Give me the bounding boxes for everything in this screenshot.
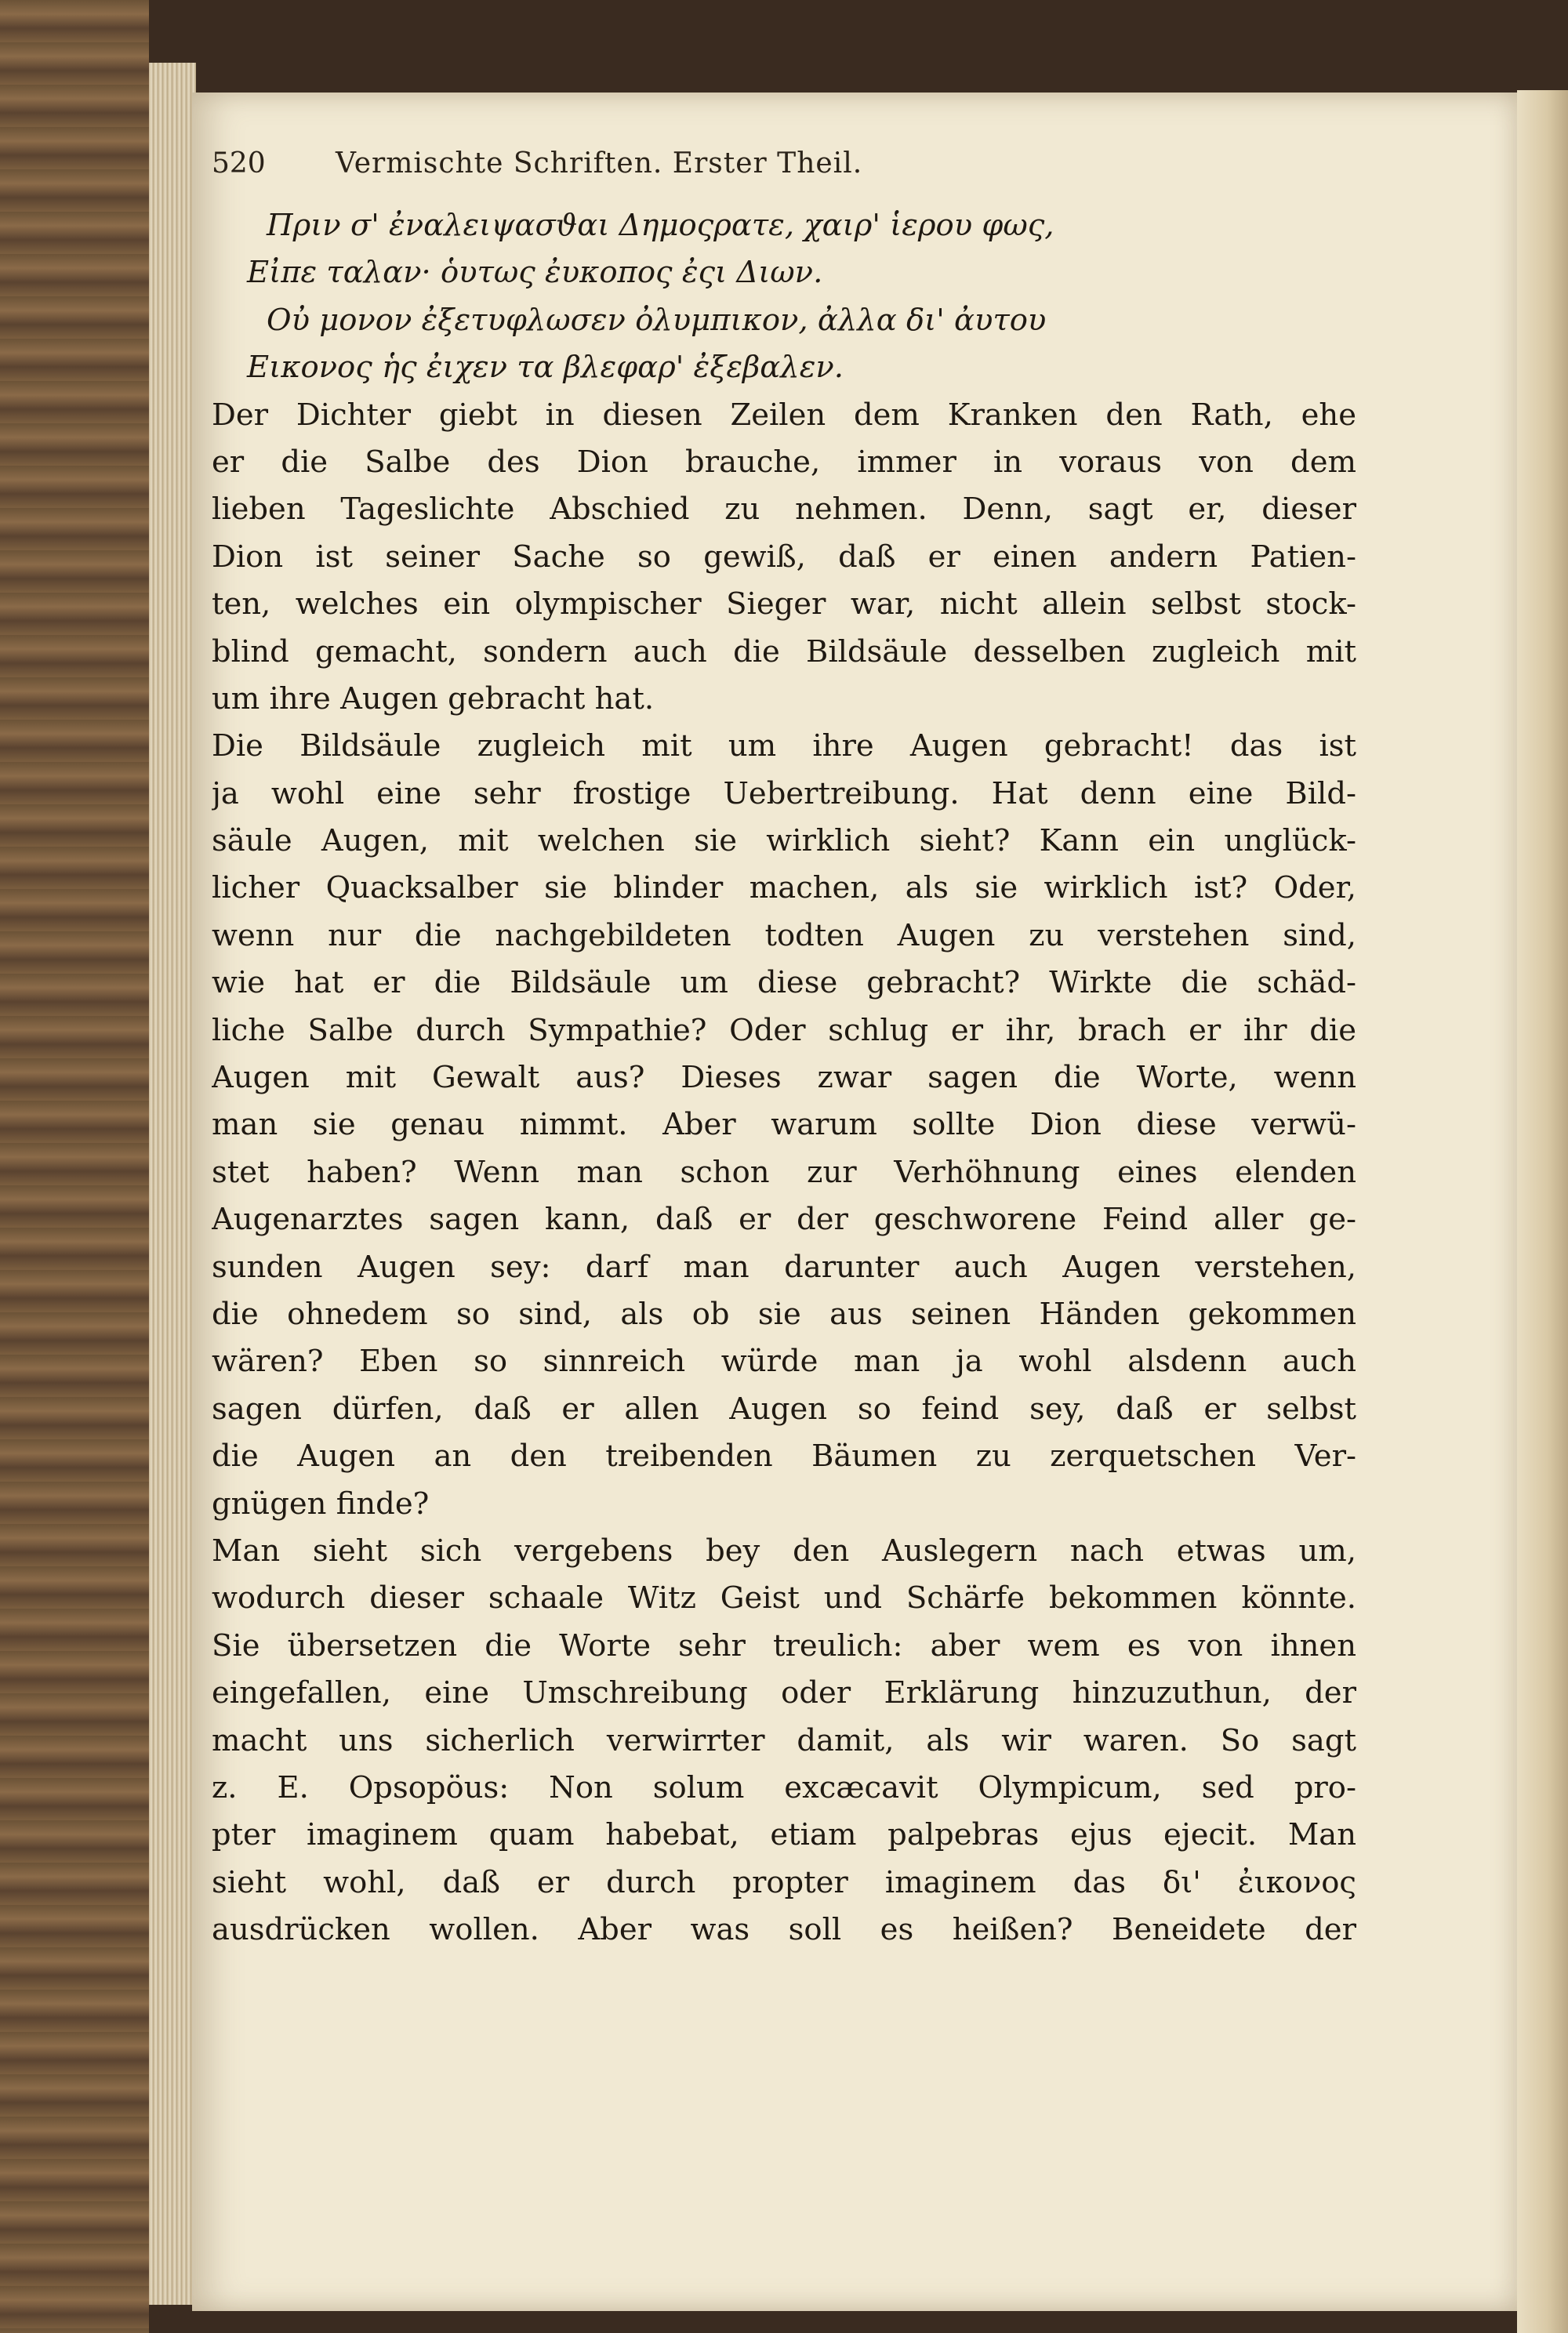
running-header (212, 147, 1356, 194)
text-line: ausdrücken wollen. Aber was soll es heißen? Beneidete der (212, 1912, 1356, 1948)
body-text (212, 202, 1356, 1954)
text-line: Sie übersetzen die Worte sehr treulich: aber wem es von ihnen (212, 1627, 1356, 1664)
text-line: Οὐ μονον ἐξετυφλωσεν ὀλυμπικον, ἀλλα δι' ἀυτου (267, 302, 1047, 338)
text-line: z. E. Opsopöus: Non solum excæcavit Olympicum, sed pro- (212, 1769, 1356, 1805)
book-cover-edge (0, 0, 149, 2333)
text-line: wie hat er die Bildsäule um diese gebracht? Wirkte die schäd- (212, 965, 1356, 1001)
text-line: man sie genau nimmt. Aber warum sollte Dion diese verwü- (212, 1107, 1356, 1143)
text-line: stet haben? Wenn man schon zur Verhöhnung eines elenden (212, 1154, 1356, 1190)
page-number: 520 (212, 147, 266, 180)
text-line: wodurch dieser schaale Witz Geist und Schärfe bekommen könnte. (212, 1580, 1356, 1616)
text-line: säule Augen, mit welchen sie wirklich sieht? Kann ein unglück- (212, 823, 1356, 859)
text-line: die ohnedem so sind, als ob sie aus seinen Händen gekommen (212, 1296, 1356, 1332)
text-line: Augen mit Gewalt aus? Dieses zwar sagen die Worte, wenn (212, 1060, 1356, 1096)
text-line: licher Quacksalber sie blinder machen, als sie wirklich ist? Oder, (212, 870, 1356, 906)
text-line: wären? Eben so sinnreich würde man ja wohl alsdenn auch (212, 1344, 1356, 1380)
text-line: eingefallen, eine Umschreibung oder Erklärung hinzuzuthun, der (212, 1675, 1356, 1711)
text-line: liche Salbe durch Sympathie? Oder schlug er ihr, brach er ihr die (212, 1012, 1356, 1048)
text-line: macht uns sicherlich verwirrter damit, als wir waren. So sagt (212, 1722, 1356, 1758)
text-line: Dion ist seiner Sache so gewiß, daß er einen andern Patien- (212, 539, 1356, 575)
text-line: um ihre Augen gebracht hat. (212, 680, 655, 717)
text-line: sagen dürfen, daß er allen Augen so feind sey, daß er selbst (212, 1391, 1356, 1427)
text-line: die Augen an den treibenden Bäumen zu zerquetschen Ver- (212, 1439, 1356, 1475)
text-line: ten, welches ein olympischer Sieger war, nicht allein selbst stock- (212, 586, 1356, 622)
text-line: Die Bildsäule zugleich mit um ihre Augen gebracht! das ist (212, 728, 1356, 764)
text-line: Augenarztes sagen kann, daß er der geschworene Feind aller ge- (212, 1202, 1356, 1238)
text-line: Der Dichter giebt in diesen Zeilen dem Kranken den Rath, ehe (212, 397, 1356, 433)
text-line: sieht wohl, daß er durch propter imaginem das δι' ἐικονος (212, 1864, 1356, 1900)
page-stack-left (149, 63, 196, 2305)
text-line: ja wohl eine sehr frostige Uebertreibung. Hat denn eine Bild- (212, 775, 1356, 811)
text-line: Εικονος ἡς ἐιχεν τα βλεφαρ' ἐξεβαλεν. (247, 350, 844, 386)
text-line: gnügen finde? (212, 1486, 430, 1522)
text-line: blind gemacht, sondern auch die Bildsäule desselben zugleich mit (212, 633, 1356, 669)
text-line: Εἰπε ταλαν· ὁυτως ἐυκοπος ἐςι Διων. (247, 255, 823, 291)
page-stack-right (1517, 90, 1568, 2333)
text-line: pter imaginem quam habebat, etiam palpebras ejus ejecit. Man (212, 1817, 1356, 1853)
running-title: Vermischte Schriften. Erster Theil. (336, 147, 863, 180)
text-line: er die Salbe des Dion brauche, immer in voraus von dem (212, 444, 1356, 480)
text-line: wenn nur die nachgebildeten todten Augen zu verstehen sind, (212, 917, 1356, 953)
text-line: Man sieht sich vergebens bey den Auslegern nach etwas um, (212, 1533, 1356, 1569)
text-line: lieben Tageslichte Abschied zu nehmen. Denn, sagt er, dieser (212, 492, 1356, 528)
text-line: Πριν σ' ἐναλειψασϑαι Δημοςρατε, χαιρ' ἱερου φως, (267, 208, 1054, 243)
text-line: sunden Augen sey: darf man darunter auch Augen verstehen, (212, 1249, 1356, 1285)
